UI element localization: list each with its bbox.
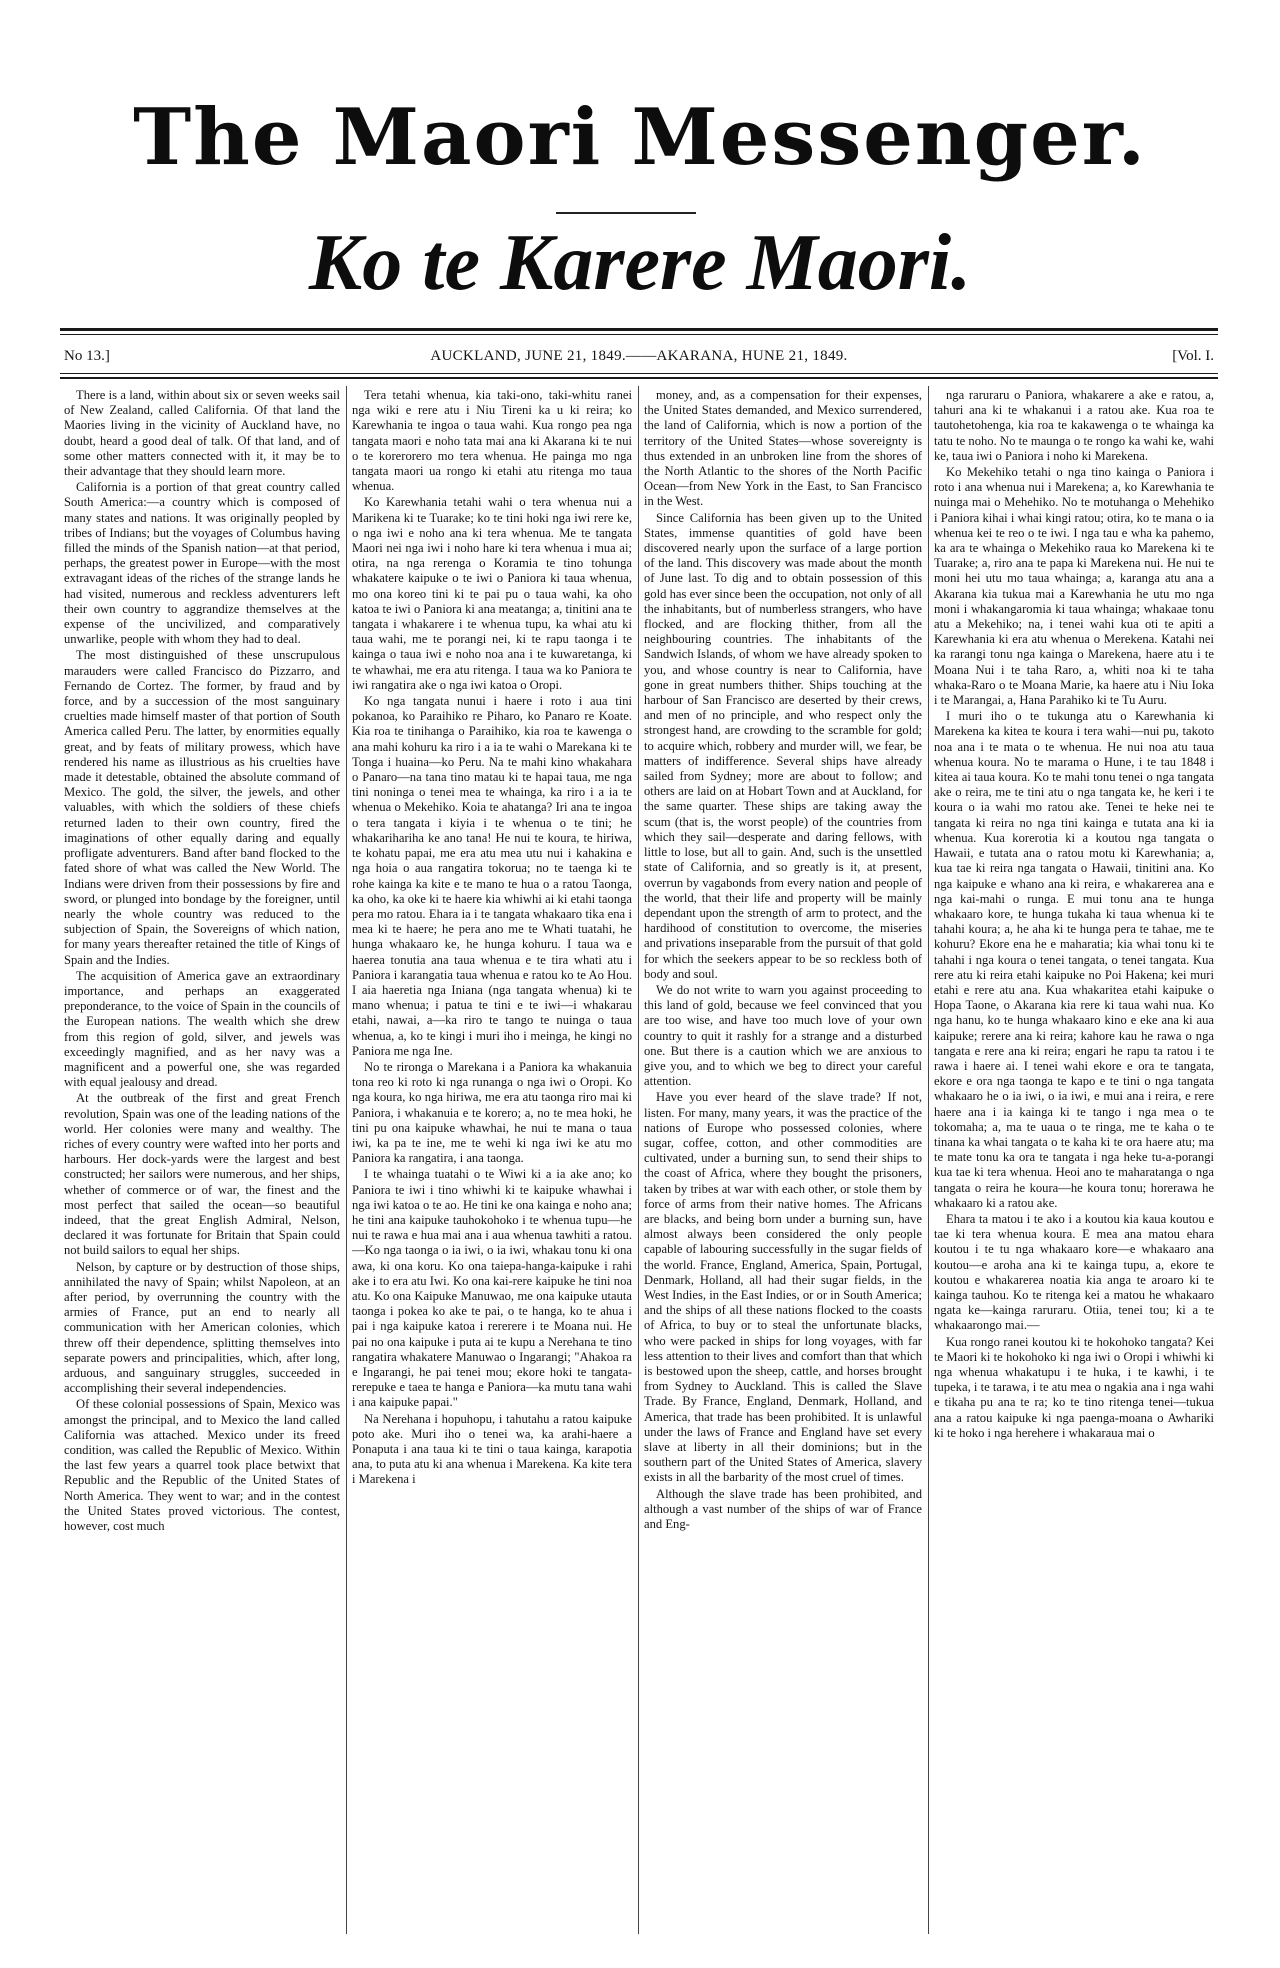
masthead-title: The Maori Messenger. — [133, 92, 1147, 183]
volume-number: [Vol. I. — [1172, 348, 1214, 364]
bottom-rule-thick — [60, 377, 1218, 379]
article-paragraph: Ko nga tangata nunui i haere i roto i aua tini pokanoa, ko Paraihiko re Piharo, ko Panaro re Koate. Kia roa te tinihanga o Paraihiko, kia roa te kawenga o ana mahi kohuru ka riro i a ia te wahi o Marekana ki te Tonga i huaina—ko Peru. Na te mahi kino whakahara o Panaro—na tana tino matau ki te hapai taua, me nga tini noninga o tenei mea te whainga, ka riro i a ia te whenua o Mekehiko. Koia te ahatanga? Iri ana te ingoa o tera tangata i kiyia i te whenua o te tini; he whakarihariha ke ano tana! He nui te koura, te hiriwa, te kohatu papai, me era atu mea utu nui i kahakina e nga hoia o aua rangatira tokorua; no te taenga ki te rohe kainga ka kite e te mano te hua o a ratou Taonga, ka oho, ka oke ki te haere kia whiwhi ai ki etahi taonga pera mo ratou. Ehara ia i te tangata whakaaro tika ena i mea ki te haere; he pera ano me te Whati tuatahi, he hunga whakaaro ke, he hunga kohuru. I taua wa e haerea tonutia ana taua whenua e te tira whati atu i Paniora i karangatia taua whenua e ratou ko te Ao Hou. I aia haeretia nga Iniana (nga tangata whenua) ki te mano whenua; i patua te tini e te iwi—i whakarau etahi, nawai, a—ka riro te tango te nuinga o taua whenua, a, ko te kingi i muri iho i meinga, he kingi no Paniora me nga Ine. — [352, 694, 632, 1058]
article-paragraph: Na Nerehana i hopuhopu, i tahutahu a ratou kaipuke poto ake. Muri iho o tenei wa, ka arahi-haere a Ponaputa i ana taua ki te tini o taua kainga, karapotia ana, to puta atu ki ana whenua i Marekena. Ka kite tera i Marekena i — [352, 1411, 632, 1487]
article-paragraph: There is a land, within about six or seven weeks sail of New Zealand, called California. Of that land the Maories living in the vicinity of Auckland have, no doubt, heard a good deal of talk. Of that land, and of some other matters connected with it, it may be to their advantage that they should learn more. — [64, 388, 340, 479]
article-paragraph: Ko Karewhania tetahi wahi o tera whenua nui a Marikena ki te Tuarake; ko te tini hoki nga iwi rere ke, o nga iwi e noho ana ki tera whenua. Me te tangata Maori nei nga iwi i noho hare ki tera whenua i mua ai; otira, na nga rerenga o Koramia te tino tohunga whakatere kaipuke o te iwi o Paniora ki taua whenua, mo ona koreo tini ki te pai pu o taua wahi, ka oho katoa te iwi o Paniora ki ana meatanga; a, tinitini ana te tangata i whakarere i te whenua tupu, ka whai atu ki taua wahi, me te porangi nei, ki te rapu taonga i te kainga o taua iwi e noho noa ana i te kuwaretanga, ki te whawhai, me era atu ritenga. I taua wa ko Paniora te iwi rangatira ake o nga iwi katoa o Oropi. — [352, 495, 632, 692]
article-paragraph: I muri iho o te tukunga atu o Karewhania ki Marekena ka kitea te koura i tera wahi—nui pu, takoto noa ana i te mata o te whenua. He nui noa atu taua whenua koura. No te marama o Hune, i te tau 1848 i kitea ai taua koura. Ko te mahi tonu tenei o nga tangata ake o reira, me te tini atu o nga tangata ke, he keri i te koura o ia wahi mo ratou ake. Tenei te heke nei te tangata ki reira no nga tini kainga e tutata ana ki ia whenua. Kua korerotia ki a koutou nga tangata o Hawaii, e tutata ana o ratou motu ki Karewhania; a, kua tae ki reira nga tangata o Hawaii, tinitini ana. Ko nga kaipuke e whano ana ki reira, e whakarerea ana e nga kai-mahi o runga. E mui tonu ana te hunga whakaaro kore, te hunga tukaha ki taua whenua ki te tahahi koura; a, he aha ki te hunga pera te tahae, me te kohuru? Ekore ena he e maharatia; kia whai tonu ki te tahahi i nga koura o tenei tangata, o tenei tangata. Kua rere atu ki reira etahi kaipuke no Poi Hakena; kei muri etahi e rere atu ana. Kua whakaritea etahi kaipuke o Hopa Taone, o Akarana kia rere ki taua wahi nua. Ko nga hanu, ko te hunga whakaaro kino e eke ana ki aua kaipuke; rerere ana ki reira; kahore kau he rawa o nga tangata e rere ana ki reira; engari he rapu ta ratou i te rawa i haere ai. I tenei wahi ekore e ora te tangata, ekore e ora nga taonga te kapo e te tini o nga tangata whakaaro he o ia iwi, o ia iwi, e mui ana i reira, e rere haere ana i ia kainga ki te tango i nga mea o te tokomaha; a, ma te uaua o te ringa, me te kaha o te tinana ka whai tangata o te kaha ki te ora haere atu; ma te mate tonu ka ora te tangata i nga heke tu-a-porangi kua tae ki tera whenua. Heoi ano te maharatanga o nga tangata o reira he koura—he koura tonu; horerawa he whakaaro ki a ratou ake. — [934, 709, 1214, 1210]
article-paragraph: Ko Mekehiko tetahi o nga tino kainga o Paniora i roto i ana whenua nui i Marekena; a, ko Karewhania te nuinga mai o Mehehiko. No te motuhanga o Mehehiko i Paniora kihai i whai kingi ratou; otira, ko te mana o ia whenua kei te reo o te iwi. I nga tau e wha ka pahemo, ka ara te whainga o Mekehiko raua ko Marekena ki te Tuarake; a, riro ana te papa ki Marekena nui. He nui te moni hei utu mo taua whainga; a, karanga atu ana a Akarana kia tukua mai a Karewhania he utu mo nga moni i whakangaromia ki taua whainga; whakaae tonu atu a Mekehiko; na, i tenei wahi kua oti te apiti a Karewhania ki era atu whenua o Merekena. Katahi nei ka rarangi tonu nga kainga o Marekena, haere atu i te Moana Nui i te taha Raro, a, whiti noa ki te taha whaka-Raro o te Moana Marie, ka haere atu i Niu Ioka i te Marangai, a, Hana Parahiko ki te Tu Auru. — [934, 465, 1214, 708]
issue-number: No 13.] — [64, 348, 110, 364]
article-paragraph: California is a portion of that great country called South America:—a country which is composed of many states and nations. It was originally peopled by tribes of Indians; but the voyages of Columbus having filled the minds of the Spanish nation—at that period, perhaps, the greatest power in Europe—with the most extravagant ideas of the riches of the strange lands he had visited, numerous and reckless adventurers left their own country to aggrandize themselves at the expense of the uncivilized, and comparatively unwarlike, people with whom they had to deal. — [64, 480, 340, 647]
column-maori-2 — [934, 388, 1214, 1933]
issue-date: AUCKLAND, JUNE 21, 1849.——AKARANA, HUNE 21, 1849. — [430, 348, 848, 364]
column-divider — [638, 386, 639, 1934]
article-paragraph: Although the slave trade has been prohibited, and although a vast number of the ships of war of France and Eng- — [644, 1486, 922, 1532]
masthead-subtitle: Ko te Karere Maori. — [308, 219, 972, 307]
column-english-1 — [64, 388, 340, 1933]
article-paragraph: The acquisition of America gave an extraordinary importance, and perhaps an exaggerated preponderance, to the voice of Spain in the councils of the European nations. The wealth which she drew from this region of gold, silver, and jewels was exceedingly magnified, and as her navy was a magnificent and a powerful one, she was regarded with equal jealousy and dread. — [64, 968, 340, 1090]
article-paragraph: nga raruraru o Paniora, whakarere a ake e ratou, a, tahuri ana ki te whakanui i a ratou ake. Kua roa te tautohetohenga, kia roa te kakawenga o te whainga ka tatu te noho. No te maunga o te rongo ka wahi ke, wahi ke, taua iwi o Paniora i noho ki Marekena. — [934, 388, 1214, 463]
article-paragraph: Tera tetahi whenua, kia taki-ono, taki-whitu ranei nga wiki e rere atu i Niu Tireni ka u ki reira; ko Karewhania te ingoa o taua wahi. Kua rongo pea nga tangata maori e noho tata mai ana ki Akarana ki te nui o te korerorero mo tera whenua. He painga mo nga tangata maori ua rongo ki etahi atu ritenga mo taua whenua. — [352, 388, 632, 494]
article-paragraph: I te whainga tuatahi o te Wiwi ki a ia ake ano; ko Paniora te iwi i tino whiwhi ki te kaipuke whawhai i nga iwi katoa o te ao. He tini ke ona kainga e noho ana; he tini ana kaipuke tauhokohoko i te whenua tupu—he nui te rawa e hua mai ana i aua whenua tawhiti a ratou.—Ko nga taonga o ia iwi, o ia iwi, whakau tonu ki ona awa, ki ona koru. Ko ona taiepa-hanga-kaipuke i rahi ake i to era atu Iwi. Ko ona kai-rere kaipuke he tini noa atu. Ko ona Kaipuke Manuwao, me ona kaipuke utauta taonga i pokea ko ake te pai, o te hanga, ko te ahua i pai i nga kaipuke katoa i rererere i te Moana nui. He pai no ona kaipuke i puta ai te kupu a Nerehana te tino rangatira whakatere Manuwao o Ingarangi; "Ahakoa ra e Ingarangi, he pai tenei mou; ekore hoki te tangata-rerepuke e taea te hanga e Paniora—ka mutu tana wahi i ana kaipuke papai." — [352, 1167, 632, 1410]
bottom-rule-thin — [60, 373, 1218, 374]
article-paragraph: We do not write to warn you against proceeding to this land of gold, because we feel convinced that you are too wise, and have too much love of your own country to quit it rashly for a strange and a disturbed one. But there is a caution which we are anxious to give you, and to which we beg to direct your careful attention. — [644, 982, 922, 1089]
dateline — [60, 344, 1218, 370]
top-rule-thin — [60, 334, 1218, 335]
article-paragraph: money, and, as a compensation for their expenses, the United States demanded, and Mexico surrendered, the land of California, which is now a portion of the territory of the United States—whose sovereignty is thus extended in an unbroken line from the shores of the North Atlantic to the shores of the North Pacific Ocean—from New York in the East, to San Francisco in the West. — [644, 388, 922, 509]
article-paragraph: Have you ever heard of the slave trade? If not, listen. For many, many years, it was the practice of the nations of Europe who possessed colonies, where sugar, coffee, cotton, and other commodities are cultivated, under a burning sun, to send their ships to the coast of Africa, where they bought the prisoners, taken by tribes at war with each other, or stole them by force of arms from their native homes. The Africans are blacks, and being born under a burning sun, have almost always been considered the only people capable of labouring successfully in the sugar fields of the world. France, England, America, Spain, Portugal, Denmark, Holland, all had their sugar fields, in the West Indies, in the East Indies, or or in South America; and the ships of all these nations flocked to the coasts of Africa, to buy or to steal the unfortunate blacks, who were packed in ships for long voyages, with far less attention to their lives and comfort than that which is bestowed upon the sheep, cattle, and horses brought from Sydney to Auckland. This is called the Slave Trade. By France, England, Denmark, Holland, and America, that trade has been prohibited. It is unlawful under the laws of France and England have set every slave at liberty in all their dominions; but in the southern part of the United States of America, slavery exists in all the barbarity of the most cruel of times. — [644, 1090, 922, 1485]
column-maori-1 — [352, 388, 632, 1933]
article-paragraph: No te rironga o Marekana i a Paniora ka whakanuia tona reo ki roto ki nga runanga o nga iwi o Oropi. Ko nga koura, ko nga hiriwa, me era atu taonga riro mai ki Paniora, i whakanuia e te korero; a, no te mea hoki, he tini pu ona kaipuke whawhai, he nui te mana o taua iwi, ka pa te ine, me te wehi ki nga iwi ke atu mo Paniora ka rangatira, i ana taonga. — [352, 1059, 632, 1166]
article-paragraph: Kua rongo ranei koutou ki te hokohoko tangata? Kei te Maori ki te hokohoko ki nga iwi o Oropi i whiwhi ki nga whenua whakatupu i te huka, i te kawhi, i te tupeka, i te tarawa, i te atu mea o ngakia ana i nga wahi e tikaha pu ana te ra; ko te tino ritenga tenei—tukua ana a ratou kaipuke ki nga paenga-moana o Awhariki ki te hoko i nga herehere i whakaraua mai o — [934, 1334, 1214, 1440]
column-divider — [928, 386, 929, 1934]
masthead-rule — [556, 212, 696, 214]
article-paragraph: Since California has been given up to the United States, immense quantities of gold have been discovered nearly upon the surface of a large portion of the land. This discovery was made about the month of June last. To dig and to obtain possession of this gold has ever since been the occupation, not only of all the inhabitants, but of numberless strangers, who have flocked, and are flocking thither, from all the neighbouring countries. The inhabitants of the Sandwich Islands, of whom we have already spoken to you, and whose country is near to California, have gone in great numbers thither. Ships touching at the harbour of San Francisco are deserted by their crews, and men of no principle, and who respect only the strongest hand, are crowding to the scramble for gold; to acquire which, robbery and murder will, we fear, be matters of indifference. Several ships have already sailed from Sydney; more are about to follow; and others are laid on at Hobart Town and at Auckland, for the same quarter. These ships are taking away the scum (that is, the worst people) of the countries from which they sail—desperate and daring fellows, with little to lose, but all to gain. And, such is the unsettled state of California, and so greatly is it, at present, overrun by vagabonds from every nation and people of the world, that their life and property will be mainly dependant upon the strength of arm to protect, and the hardihood of constitution to overcome, the miseries and privations inseparable from the pursuit of that gold for which the seekers appear to be so reckless both of body and soul. — [644, 510, 922, 981]
column-divider — [346, 386, 347, 1934]
column-english-2 — [644, 388, 922, 1933]
article-paragraph: Nelson, by capture or by destruction of those ships, annihilated the navy of Spain; whilst Napoleon, at an after period, by overrunning the country with the armies of France, put an end to nearly all communication with her American colonies, which threw off their dependence, splitting themselves into separate powers and principalities, which, after long, arduous, and sanguinary struggles, succeeded in accomplishing their several independencies. — [64, 1259, 340, 1396]
article-paragraph: At the outbreak of the first and great French revolution, Spain was one of the leading nations of the world. Her colonies were many and wealthy. The riches of every country were wafted into her ports and harbours. Her dock-yards were the largest and best constructed; her sailors were numerous, and her ships, whether of commerce or of war, the finest and the most perfect that sailed the ocean—so beautiful indeed, that the great English Admiral, Nelson, declared it was fortunate for Britain that Spain could not build sailors to equal her ships. — [64, 1091, 340, 1258]
article-paragraph: The most distinguished of these unscrupulous marauders were called Francisco do Pizzarro, and Fernando de Cortez. The former, by fraud and by force, and by a succession of the most sanguinary cruelties made himself master of that portion of South America called Peru. The latter, by enormities equally great, and by feats of military prowess, which have rendered his name as illustrious as his cruelties have made it detestable, obtained the absolute command of Mexico. The gold, the silver, the jewels, and other valuables, with which the soldiers of these chiefs returned laden to their own country, fired the imaginations of other equally daring and equally profligate adventurers. Band after band flocked to the fated shore of what was called the New World. The Indians were driven from their possessions by fire and sword, or plunged into bondage by the foreigner, until nearly the whole country was reduced to the subjection of Spain, the Sovereigns of which nation, for many years thereafter retained the title of Kings of Spain and the Indies. — [64, 648, 340, 967]
top-rule-thick — [60, 328, 1218, 331]
article-paragraph: Ehara ta matou i te ako i a koutou kia kaua koutou e tae ki tera whenua koura. E mea ana matou ehara koutou i te tu nga whakaaro kore—e whakaaro ana koutou—e aroha ana ki te kainga tupu, a, ekore te koutou e whakarerea noatia kia anga te aroaro ki te kainga tauhou. Ko te ritenga kei a matou he whakaaro ngata ke—kainga raruraru. Otiia, tenei tou; ki a te whakaarongo mai.— — [934, 1211, 1214, 1333]
article-paragraph: Of these colonial possessions of Spain, Mexico was amongst the principal, and to Mexico the land called California was attached. Mexico under its freed condition, was called the Republic of Mexico. Within the last few years a quarrel took place betwixt that Republic and the Republic of the United States of North America. They went to war; and in the contest the United States proved victorious. The contest, however, cost much — [64, 1397, 340, 1534]
